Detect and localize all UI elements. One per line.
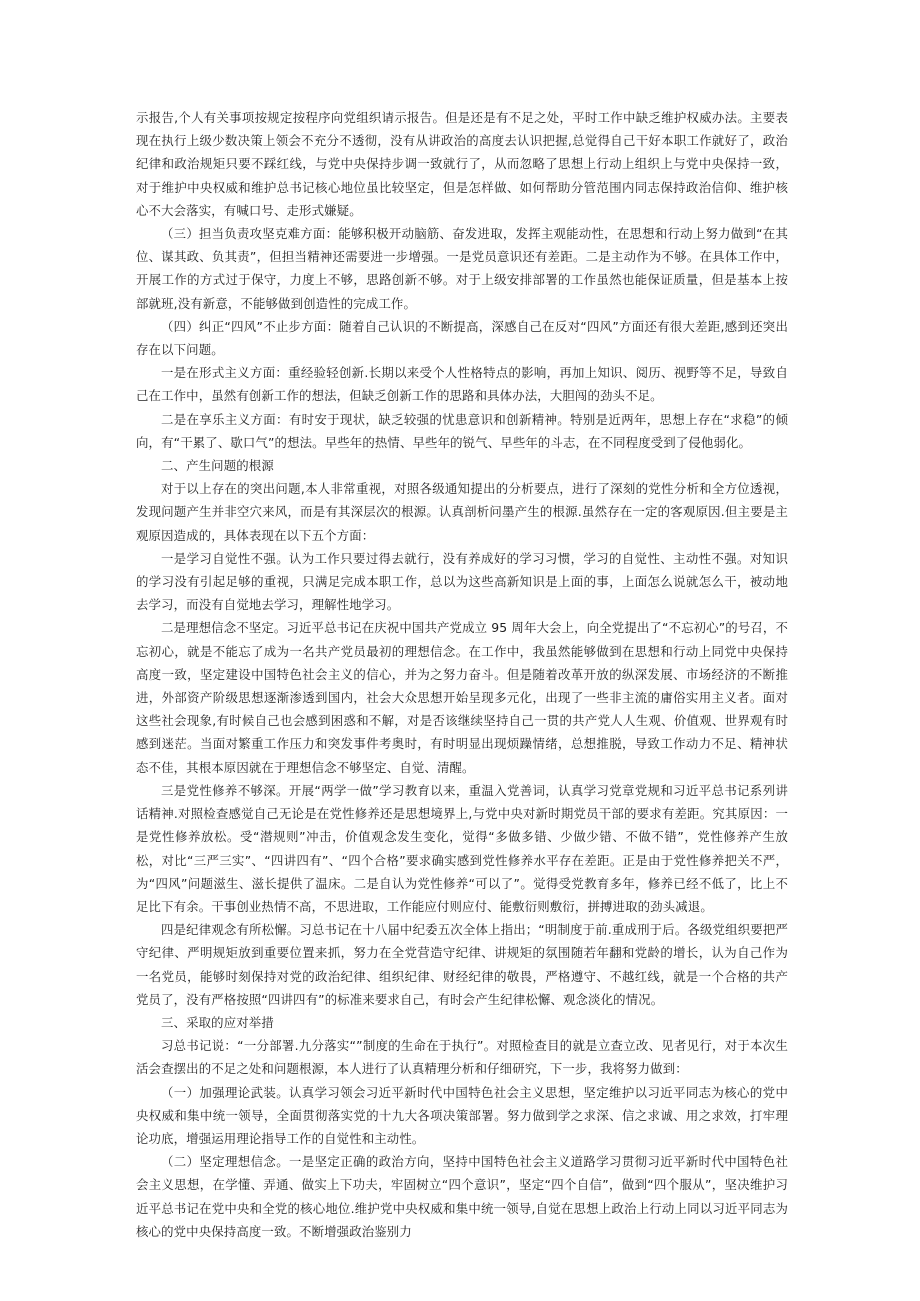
section-heading: 三、采取的应对举措 bbox=[161, 1014, 274, 1030]
paragraph: 四是纪律观念有所松懈。习总书记在十八届中纪委五次全体上指出；“明制度于前.重成刑于后。各级党组织要把严守纪律、严明规矩放到重要位置来抓，努力在全党营造守纪律、讲规矩的氛围随若年翻和党龄的增长，认为自己作为一名党员，能够时刻保持对党的政治纪律、组织纪律、财经纪律的敬畏，严格遵守、不越红线，就是一个合格的共产党员了，没有严格按照“四讲四有”的标准来要求自己，有时会产生纪律松懈、观念淡化的情况。 bbox=[136, 922, 788, 1007]
paragraph: （四）纠正“四风”不止步方面：随着自己认识的不断提高，深感自己在反对“四风”方面还有很大差距,感到还突出存在以下问题。 bbox=[136, 318, 788, 358]
paragraph: （一）加强理论武装。认真学习领会习近平新时代中国特色社会主义思想，坚定维护以习近平同志为核心的党中央权威和集中统一领导，全面贯彻落实党的十九大各项决策部署。努力做到学之求深、信之求诚、用之求效，打牢理论功底，增强运用理论指导工作的自觉性和主动性。 bbox=[136, 1084, 788, 1146]
paragraph: 二是理想信念不坚定。习近平总书记在庆祝中国共产党成立 95 周年大会上，向全党提出了“不忘初心”的号召，不忘初心，就是不能忘了成为一名共产党员最初的理想信念。在工作中，我虽然能够做到在思想和行动上同党中央保持高度一致，坚定建设中国特色社会主义的信心，并为之努力奋斗。但是随着改革开放的纵深发展、市场经济的不断推进，外部资产阶级思想逐渐渗透到国内，社会大众思想开始呈现多元化，出现了一些非主流的庸俗实用主义者。面对这些社会现象,有时候自己也会感到困惑和不解，对是否该继续坚持自己一贯的共产党人人生观、价值观、世界观有时感到迷茫。当面对繁重工作压力和突发事件考奥时，有时明显出现烦躁情绪，总想推脱，导致工作动力不足、精神状态不佳，其根本原因就在于理想信念不够坚定、自觉、清醒。 bbox=[136, 620, 788, 775]
paragraph: 一是在形式主义方面：重经验轻创新.长期以来受个人性格特点的影响，再加上知识、阅历、视野等不足，导致自己在工作中，虽然有创新工作的想法，但缺乏创新工作的思路和具体办法，大胆闯的劲头不足。 bbox=[136, 365, 788, 404]
paragraph: 示报告,个人有关事项按规定按程序向党组织请示报告。但是还是有不足之处，平时工作中缺乏维护权威办法。主要表现在执行上级少数决策上领会不充分不透彻，没有从讲政治的高度去认识把握,总觉得自己干好本职工作就好了，政治纪律和政治规矩只要不踩红线，与党中央保持步调一致就行了，从而忽略了思想上行动上组织上与党中央保持一致，对于维护中央权威和维护总书记核心地位虽比较坚定，但是怎样做、如何帮助分管范围内同志保持政治信仰、维护核心不大会落实，有喊口号、走形式嫌疑。 bbox=[136, 110, 788, 218]
section-heading: 二、产生问题的根源 bbox=[161, 458, 274, 474]
document-body bbox=[136, 106, 788, 1243]
paragraph: 三是党性修养不够深。开展“两学一做”学习教育以来，重温入党善词，认真学习党章党规和习近平总书记系列讲话精神.对照检查感觉自己无论是在党性修养还是思想境界上,与党中央对新时期党员干部的要求有差距。究其原因：一是党性修养放松。受“潜规则”冲击，价值观念发生变化，觉得“多做多错、少做少错、不做不错”，党性修养产生放松，对比“三严三实”、“四讲四有”、“四个合格”要求确实感到党性修养水平存在差距。正是由于党性修养把关不严，为“四风”问题滋生、滋长提供了温床。二是自认为党性修养“可以了”。觉得受党教育多年，修养已经不低了，比上不足比下有余。干事创业热情不高，不思进取，工作能应付则应付、能敷衍则敷衍，拼搏进取的劲头减退。 bbox=[136, 782, 788, 914]
paragraph: 一是学习自觉性不强。认为工作只要过得去就行，没有养成好的学习习惯，学习的自觉性、主动性不强。对知识的学习没有引起足够的重视，只满足完成本职工作，总以为这些高新知识是上面的事，上面怎么说就怎么干，被动地去学习，而没有自觉地去学习，理解性地学习。 bbox=[136, 550, 788, 613]
paragraph: （二）坚定理想信念。一是坚定正确的政治方向，坚持中国特色社会主义道路学习贯彻习近平新时代中国特色社会主义思想，在学懂、弄通、做实上下功夫，牢固树立“四个意识”，坚定“四个自信”，做到“四个服从”，坚决维护习近平总书记在党中央和全党的核心地位.维护党中央权威和集中统一领导,自觉在思想上政治上行动上同以习近平同志为核心的党中央保持高度一致。不断增强政治鉴别力 bbox=[136, 1154, 788, 1239]
paragraph: 习总书记说：“一分部署.九分落实“”制度的生命在于执行”。对照检查目的就是立查立改、见者见行，对于本次生活会查摆出的不足之处和问题根源，本人进行了认真精理分析和仔细研究，下一步，我将努力做到： bbox=[136, 1038, 788, 1077]
paragraph: （三）担当负责攻坚克难方面：能够积极开动脑筋、奋发进取，发挥主观能动性，在思想和行动上努力做到“在其位、谋其政、负其责”，但担当精神还需要进一步增强。一是党员意识还有差距。二是主动作为不够。在具体工作中，开展工作的方式过于保守，力度上不够，思路创新不够。对于上级安排部署的工作虽然也能保证质量，但是基本上按部就班,没有新意，不能够做到创造性的完成工作。 bbox=[136, 226, 788, 311]
paragraph: 对于以上存在的突出问题,本人非常重视，对照各级通知提出的分析要点，进行了深刻的党性分析和全方位透视，发现问题产生并非空穴来风，而是有其深层次的根源。认真剖析问墨产生的根源.虽然存在一定的客观原因.但主要是主观原因造成的，具体表现在以下五个方面： bbox=[136, 481, 788, 543]
paragraph: 二是在享乐主义方面：有时安于现状，缺乏较强的忧患意识和创新精神。特别是近两年，思想上存在“求稳”的倾向，有“干累了、歇口气”的想法。早些年的热情、早些年的锐气、早些年的斗志，在不同程度受到了侵他弱化。 bbox=[136, 411, 788, 450]
